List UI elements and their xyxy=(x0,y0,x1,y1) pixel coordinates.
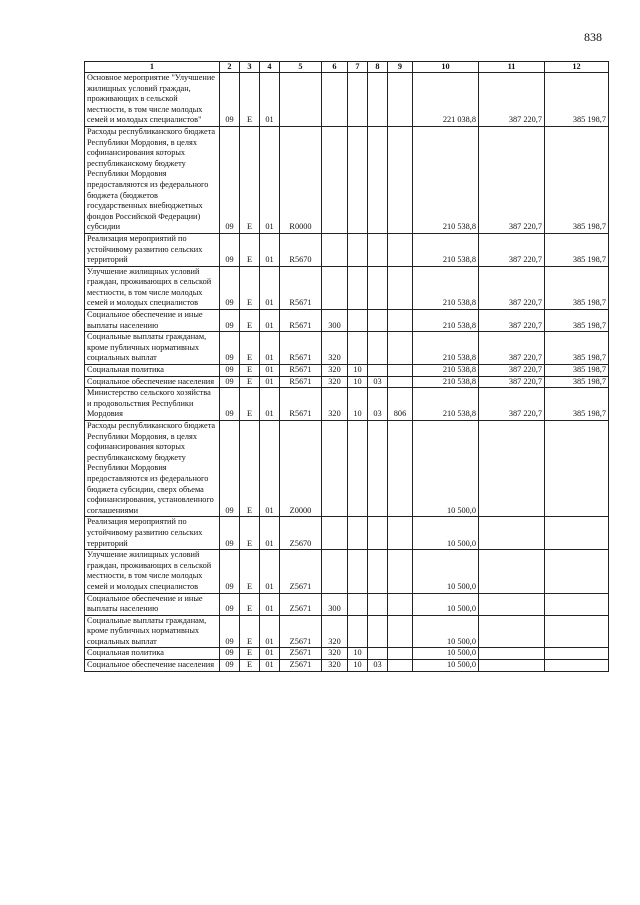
table-row xyxy=(85,376,609,388)
subdivision-cell xyxy=(368,73,388,127)
section-code-cell: 09 xyxy=(220,310,240,332)
row-name-cell: Социальное обеспечение населения xyxy=(85,376,220,388)
program-code-cell: Е xyxy=(240,266,260,309)
amount-col-10-cell: 210 538,8 xyxy=(413,376,479,388)
division-cell xyxy=(348,310,368,332)
ministry-code-cell xyxy=(388,421,413,517)
row-name-cell: Социальные выплаты гражданам, кроме публичных нормативных социальных выплат xyxy=(85,615,220,648)
amount-col-12-cell xyxy=(545,421,609,517)
row-name-cell: Социальная политика xyxy=(85,365,220,377)
division-cell: 10 xyxy=(348,365,368,377)
target-code-cell: Z5670 xyxy=(280,517,322,550)
division-cell xyxy=(348,126,368,233)
row-name-cell: Улучшение жилищных условий граждан, проживающих в сельской местности, в том числе молодых семей и молодых специалистов xyxy=(85,266,220,309)
target-code-cell: Z5671 xyxy=(280,593,322,615)
division-cell xyxy=(348,266,368,309)
table-row xyxy=(85,126,609,233)
section-code-cell: 09 xyxy=(220,126,240,233)
amount-col-11-cell xyxy=(479,660,545,672)
expense-type-cell xyxy=(322,126,348,233)
division-cell xyxy=(348,517,368,550)
budget-table xyxy=(84,61,609,672)
ministry-code-cell xyxy=(388,332,413,365)
amount-col-11-cell: 387 220,7 xyxy=(479,332,545,365)
header-cell: 1 xyxy=(85,62,220,73)
ministry-code-cell xyxy=(388,126,413,233)
program-code-cell: Е xyxy=(240,388,260,421)
subprogram-code-cell: 01 xyxy=(260,615,280,648)
amount-col-10-cell: 10 500,0 xyxy=(413,660,479,672)
section-code-cell: 09 xyxy=(220,550,240,593)
division-cell xyxy=(348,550,368,593)
amount-col-11-cell xyxy=(479,648,545,660)
amount-col-11-cell xyxy=(479,615,545,648)
section-code-cell: 09 xyxy=(220,233,240,266)
program-code-cell: Е xyxy=(240,233,260,266)
section-code-cell: 09 xyxy=(220,660,240,672)
amount-col-12-cell: 385 198,7 xyxy=(545,376,609,388)
program-code-cell: Е xyxy=(240,648,260,660)
ministry-code-cell xyxy=(388,615,413,648)
table-row xyxy=(85,593,609,615)
expense-type-cell xyxy=(322,233,348,266)
row-name-cell: Расходы республиканского бюджета Республики Мордовия, в целях софинансирования которых республиканскому бюджету Республики Мордовия предоставляются из федерального бюджета (бюджетов государственных внебюджетных фондов Российской Федерации) субсидии xyxy=(85,126,220,233)
ministry-code-cell xyxy=(388,376,413,388)
amount-col-11-cell xyxy=(479,517,545,550)
row-name-cell: Улучшение жилищных условий граждан, проживающих в сельской местности, в том числе молодых семей и молодых специалистов xyxy=(85,550,220,593)
section-code-cell: 09 xyxy=(220,388,240,421)
amount-col-12-cell: 385 198,7 xyxy=(545,388,609,421)
target-code-cell: R5671 xyxy=(280,310,322,332)
subprogram-code-cell: 01 xyxy=(260,421,280,517)
row-name-cell: Социальное обеспечение населения xyxy=(85,660,220,672)
amount-col-12-cell xyxy=(545,517,609,550)
table-row xyxy=(85,73,609,127)
amount-col-12-cell xyxy=(545,615,609,648)
ministry-code-cell xyxy=(388,517,413,550)
amount-col-11-cell: 387 220,7 xyxy=(479,376,545,388)
division-cell xyxy=(348,233,368,266)
table-row xyxy=(85,332,609,365)
program-code-cell: Е xyxy=(240,593,260,615)
amount-col-10-cell: 210 538,8 xyxy=(413,126,479,233)
subdivision-cell: 03 xyxy=(368,376,388,388)
amount-col-10-cell: 10 500,0 xyxy=(413,517,479,550)
subdivision-cell xyxy=(368,310,388,332)
subdivision-cell xyxy=(368,517,388,550)
program-code-cell: Е xyxy=(240,126,260,233)
amount-col-12-cell: 385 198,7 xyxy=(545,266,609,309)
subprogram-code-cell: 01 xyxy=(260,126,280,233)
subdivision-cell xyxy=(368,648,388,660)
amount-col-12-cell: 385 198,7 xyxy=(545,73,609,127)
row-name-cell: Реализация мероприятий по устойчивому развитию сельских территорий xyxy=(85,517,220,550)
ministry-code-cell xyxy=(388,73,413,127)
subdivision-cell xyxy=(368,332,388,365)
subprogram-code-cell: 01 xyxy=(260,332,280,365)
amount-col-10-cell: 210 538,8 xyxy=(413,388,479,421)
amount-col-12-cell xyxy=(545,593,609,615)
subdivision-cell xyxy=(368,126,388,233)
table-row xyxy=(85,550,609,593)
ministry-code-cell xyxy=(388,593,413,615)
subprogram-code-cell: 01 xyxy=(260,233,280,266)
expense-type-cell: 300 xyxy=(322,310,348,332)
ministry-code-cell xyxy=(388,660,413,672)
ministry-code-cell xyxy=(388,266,413,309)
header-cell: 12 xyxy=(545,62,609,73)
amount-col-10-cell: 210 538,8 xyxy=(413,332,479,365)
program-code-cell: Е xyxy=(240,660,260,672)
amount-col-12-cell xyxy=(545,550,609,593)
program-code-cell: Е xyxy=(240,421,260,517)
section-code-cell: 09 xyxy=(220,615,240,648)
subdivision-cell xyxy=(368,550,388,593)
expense-type-cell xyxy=(322,517,348,550)
subprogram-code-cell: 01 xyxy=(260,266,280,309)
expense-type-cell: 320 xyxy=(322,365,348,377)
target-code-cell: R5671 xyxy=(280,376,322,388)
subdivision-cell xyxy=(368,266,388,309)
table-row xyxy=(85,365,609,377)
program-code-cell: Е xyxy=(240,73,260,127)
amount-col-12-cell: 385 198,7 xyxy=(545,365,609,377)
subdivision-cell xyxy=(368,421,388,517)
amount-col-11-cell: 387 220,7 xyxy=(479,126,545,233)
section-code-cell: 09 xyxy=(220,266,240,309)
program-code-cell: Е xyxy=(240,376,260,388)
table-row xyxy=(85,421,609,517)
table-row xyxy=(85,233,609,266)
target-code-cell: Z0000 xyxy=(280,421,322,517)
expense-type-cell xyxy=(322,550,348,593)
expense-type-cell xyxy=(322,266,348,309)
target-code-cell: Z5671 xyxy=(280,648,322,660)
table-header-row xyxy=(85,62,609,73)
row-name-cell: Социальное обеспечение и иные выплаты населению xyxy=(85,593,220,615)
section-code-cell: 09 xyxy=(220,365,240,377)
expense-type-cell xyxy=(322,421,348,517)
ministry-code-cell xyxy=(388,365,413,377)
subprogram-code-cell: 01 xyxy=(260,593,280,615)
target-code-cell: R5670 xyxy=(280,233,322,266)
table-row xyxy=(85,648,609,660)
division-cell xyxy=(348,332,368,365)
division-cell: 10 xyxy=(348,648,368,660)
amount-col-11-cell xyxy=(479,421,545,517)
subprogram-code-cell: 01 xyxy=(260,310,280,332)
section-code-cell: 09 xyxy=(220,517,240,550)
target-code-cell xyxy=(280,73,322,127)
expense-type-cell: 320 xyxy=(322,332,348,365)
header-cell: 7 xyxy=(348,62,368,73)
amount-col-12-cell: 385 198,7 xyxy=(545,332,609,365)
division-cell: 10 xyxy=(348,388,368,421)
subprogram-code-cell: 01 xyxy=(260,660,280,672)
subdivision-cell: 03 xyxy=(368,388,388,421)
subdivision-cell xyxy=(368,233,388,266)
subprogram-code-cell: 01 xyxy=(260,376,280,388)
ministry-code-cell xyxy=(388,310,413,332)
table-row xyxy=(85,388,609,421)
subprogram-code-cell: 01 xyxy=(260,73,280,127)
amount-col-12-cell: 385 198,7 xyxy=(545,310,609,332)
subprogram-code-cell: 01 xyxy=(260,517,280,550)
amount-col-10-cell: 10 500,0 xyxy=(413,615,479,648)
target-code-cell: R5671 xyxy=(280,266,322,309)
expense-type-cell: 320 xyxy=(322,376,348,388)
table-row xyxy=(85,615,609,648)
page-number: 838 xyxy=(584,30,602,44)
division-cell: 10 xyxy=(348,660,368,672)
amount-col-11-cell: 387 220,7 xyxy=(479,310,545,332)
target-code-cell: R5671 xyxy=(280,332,322,365)
division-cell: 10 xyxy=(348,376,368,388)
row-name-cell: Министерство сельского хозяйства и продовольствия Республики Мордовия xyxy=(85,388,220,421)
expense-type-cell: 320 xyxy=(322,660,348,672)
header-cell: 2 xyxy=(220,62,240,73)
subdivision-cell xyxy=(368,593,388,615)
amount-col-12-cell: 385 198,7 xyxy=(545,233,609,266)
section-code-cell: 09 xyxy=(220,648,240,660)
amount-col-11-cell: 387 220,7 xyxy=(479,266,545,309)
amount-col-12-cell xyxy=(545,648,609,660)
subprogram-code-cell: 01 xyxy=(260,550,280,593)
row-name-cell: Реализация мероприятий по устойчивому развитию сельских территорий xyxy=(85,233,220,266)
table-row xyxy=(85,660,609,672)
program-code-cell: Е xyxy=(240,365,260,377)
expense-type-cell: 320 xyxy=(322,615,348,648)
target-code-cell: R5671 xyxy=(280,365,322,377)
division-cell xyxy=(348,73,368,127)
amount-col-11-cell: 387 220,7 xyxy=(479,388,545,421)
amount-col-12-cell: 385 198,7 xyxy=(545,126,609,233)
subprogram-code-cell: 01 xyxy=(260,388,280,421)
amount-col-10-cell: 210 538,8 xyxy=(413,233,479,266)
amount-col-12-cell xyxy=(545,660,609,672)
row-name-cell: Социальная политика xyxy=(85,648,220,660)
ministry-code-cell xyxy=(388,648,413,660)
amount-col-10-cell: 10 500,0 xyxy=(413,593,479,615)
amount-col-10-cell: 10 500,0 xyxy=(413,550,479,593)
amount-col-10-cell: 10 500,0 xyxy=(413,421,479,517)
header-cell: 5 xyxy=(280,62,322,73)
subprogram-code-cell: 01 xyxy=(260,648,280,660)
section-code-cell: 09 xyxy=(220,332,240,365)
ministry-code-cell xyxy=(388,233,413,266)
header-cell: 9 xyxy=(388,62,413,73)
section-code-cell: 09 xyxy=(220,593,240,615)
amount-col-10-cell: 210 538,8 xyxy=(413,310,479,332)
program-code-cell: Е xyxy=(240,550,260,593)
section-code-cell: 09 xyxy=(220,73,240,127)
target-code-cell: Z5671 xyxy=(280,615,322,648)
row-name-cell: Расходы республиканского бюджета Республики Мордовия, в целях софинансирования которых республиканскому бюджету Республики Мордовия предоставляются из федерального бюджета субсидии, сверх объема софинансирования, установленного соглашениями xyxy=(85,421,220,517)
table-row xyxy=(85,266,609,309)
budget-table-body xyxy=(85,62,609,672)
division-cell xyxy=(348,593,368,615)
target-code-cell: R5671 xyxy=(280,388,322,421)
subdivision-cell xyxy=(368,615,388,648)
header-cell: 4 xyxy=(260,62,280,73)
program-code-cell: Е xyxy=(240,517,260,550)
target-code-cell: R0000 xyxy=(280,126,322,233)
row-name-cell: Основное мероприятие "Улучшение жилищных условий граждан, проживающих в сельской местности, в том числе молодых семей и молодых специалистов" xyxy=(85,73,220,127)
section-code-cell: 09 xyxy=(220,421,240,517)
header-cell: 6 xyxy=(322,62,348,73)
division-cell xyxy=(348,421,368,517)
program-code-cell: Е xyxy=(240,332,260,365)
table-row xyxy=(85,517,609,550)
amount-col-11-cell: 387 220,7 xyxy=(479,73,545,127)
expense-type-cell xyxy=(322,73,348,127)
header-cell: 10 xyxy=(413,62,479,73)
amount-col-10-cell: 210 538,8 xyxy=(413,266,479,309)
division-cell xyxy=(348,615,368,648)
subprogram-code-cell: 01 xyxy=(260,365,280,377)
amount-col-10-cell: 10 500,0 xyxy=(413,648,479,660)
table-row xyxy=(85,310,609,332)
row-name-cell: Социальные выплаты гражданам, кроме публичных нормативных социальных выплат xyxy=(85,332,220,365)
amount-col-11-cell xyxy=(479,550,545,593)
subdivision-cell xyxy=(368,365,388,377)
amount-col-11-cell: 387 220,7 xyxy=(479,233,545,266)
program-code-cell: Е xyxy=(240,310,260,332)
header-cell: 11 xyxy=(479,62,545,73)
amount-col-11-cell xyxy=(479,593,545,615)
ministry-code-cell: 806 xyxy=(388,388,413,421)
subdivision-cell: 03 xyxy=(368,660,388,672)
ministry-code-cell xyxy=(388,550,413,593)
target-code-cell: Z5671 xyxy=(280,660,322,672)
amount-col-10-cell: 221 038,8 xyxy=(413,73,479,127)
amount-col-11-cell: 387 220,7 xyxy=(479,365,545,377)
program-code-cell: Е xyxy=(240,615,260,648)
expense-type-cell: 320 xyxy=(322,648,348,660)
expense-type-cell: 300 xyxy=(322,593,348,615)
amount-col-10-cell: 210 538,8 xyxy=(413,365,479,377)
header-cell: 3 xyxy=(240,62,260,73)
target-code-cell: Z5671 xyxy=(280,550,322,593)
expense-type-cell: 320 xyxy=(322,388,348,421)
header-cell: 8 xyxy=(368,62,388,73)
section-code-cell: 09 xyxy=(220,376,240,388)
row-name-cell: Социальное обеспечение и иные выплаты населению xyxy=(85,310,220,332)
